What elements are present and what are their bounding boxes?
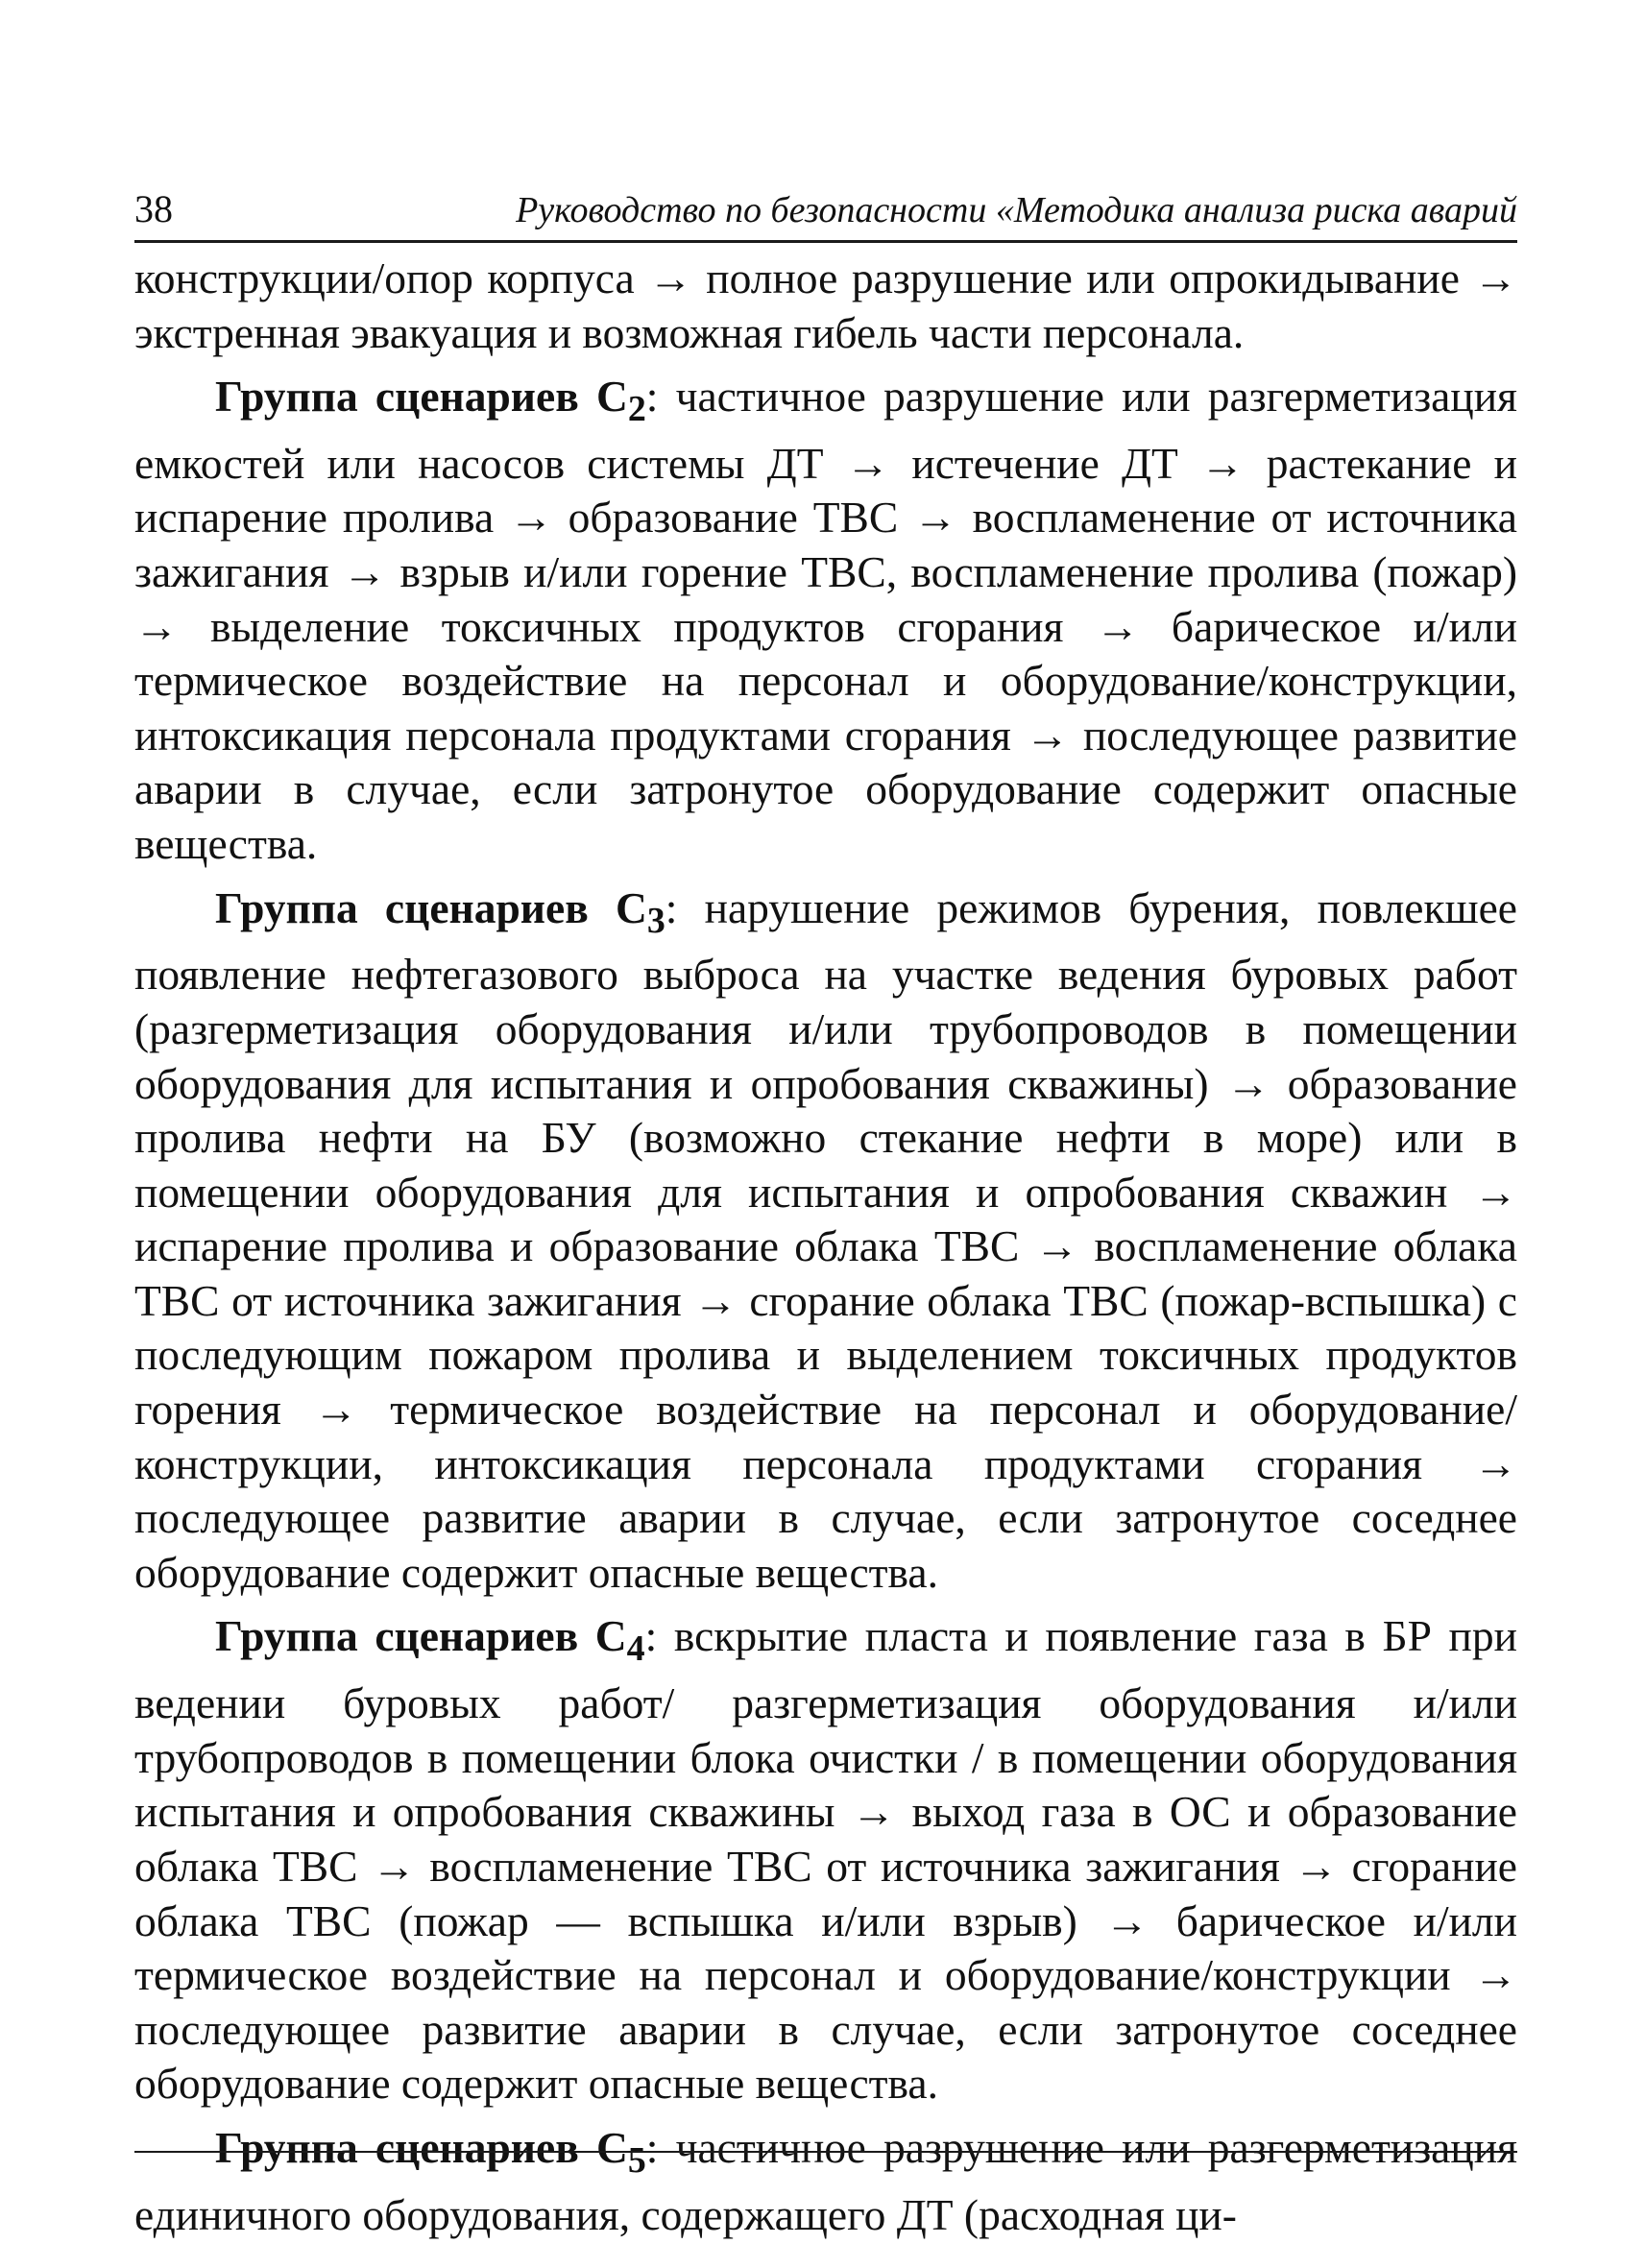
paragraph-text: конструкции/опор корпуса → полное разрушение или опрокидывание → экстренная эвакуация и возможная гибель части персонала. [134,253,1517,357]
scenario-group-label: Группа сценариев С [215,2122,628,2172]
scenario-group-label: Группа сценариев С [215,372,628,422]
scenario-group-heading [215,882,665,941]
running-title: Руководство по безопасности «Методика анализа риска аварий [516,190,1517,230]
paragraph-continuation [134,252,1517,360]
paragraph-text: : частичное разрушение или разгерметизация емкостей или насосов системы ДТ → истечение ДТ → растекание и испарение пролива → образование ТВС → воспламенение от источника зажигания → взрыв и/или горение ТВС, воспламенение пролива (пожар) → выделение токсичных продуктов сгорания → барическое и/или термическое воздействие на персонал и оборудование/конструкции, интоксикация персонала продуктами сгорания → последующее развитие аварии в случае, если затронутое оборудование содержит опасные вещества. [134,372,1517,869]
scenario-group-subscript: 4 [626,1629,645,1670]
footer-rule [134,2151,1517,2153]
scenario-group-heading [215,1611,645,1670]
paragraph-text: : нарушение режимов бурения, повлекшее появление нефтегазового выброса на участке ведения буровых работ (разгерметизация оборудования и/или трубопроводов в помещении оборудования для испытания и опробования скважины) → образование пролива нефти на БУ (возможно стекание нефти в море) или в помещении оборудования для испытания и опробования скважин → испарение пролива и образование облака ТВС → воспламенение облака ТВС от источника зажигания → сгорание облака ТВС (пожар-вспышка) с последующим пожаром пролива и выделением токсичных продуктов горения → термическое воздействие на персонал и оборудование/конструкции, интоксикация персонала продуктами сгорания → последующее развитие аварии в случае, если затронутое соседнее оборудование содержит опасные вещества. [134,882,1518,1597]
paragraph-text: : вскрытие пласта и появление газа в БР при ведении буровых работ/ разгерметизация оборудования и/или трубопроводов в помещении блока очистки / в помещении оборудования испытания и опробования скважины → выход газа в ОС и образование облака ТВС → воспламенение ТВС от источника зажигания → сгорание облака ТВС (пожар — вспышка и/или взрыв) → барическое и/или термическое воздействие на персонал и оборудование/конструкции → последующее развитие аварии в случае, если затронутое соседнее оборудование содержит опасные вещества. [134,1611,1518,2109]
scenario-group-subscript: 3 [646,900,665,941]
paragraph-scenario-c4 [134,1609,1517,2111]
paragraph-scenario-c2 [134,370,1517,871]
paragraph-text: : частичное разрушение или разгерметизация единичного оборудования, содержащего ДТ (расходная ци- [134,2122,1517,2239]
scenario-group-heading [215,372,646,430]
scenario-group-label: Группа сценариев С [215,882,647,932]
body-text [134,252,1517,2242]
scenario-group-heading [215,2122,646,2181]
page-header [134,182,1517,243]
paragraph-scenario-c5 [134,2121,1517,2242]
paragraph-scenario-c3 [134,881,1517,1601]
page-number: 38 [134,187,173,230]
scenario-group-label: Группа сценариев С [215,1611,627,1661]
scenario-group-subscript: 5 [627,2139,646,2181]
scenario-group-subscript: 2 [627,389,646,430]
